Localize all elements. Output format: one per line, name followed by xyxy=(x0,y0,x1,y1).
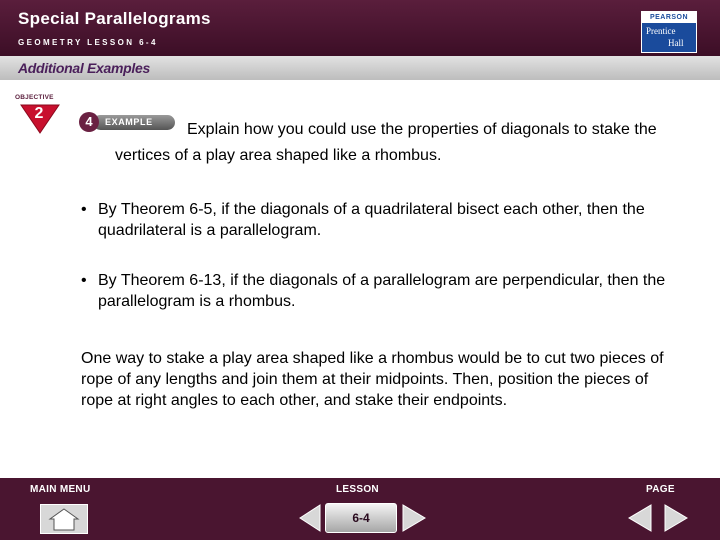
example-number: 4 xyxy=(85,114,93,129)
bullet-marker: • xyxy=(81,201,87,218)
page-label: PAGE xyxy=(646,484,675,495)
answer-paragraph: One way to stake a play area shaped like a rhombus would be to cut two pieces of rope of any lengths and join them at their midpoints. Then, position the pieces of rope at right angles to each other, and stake their endpoints. xyxy=(81,350,664,409)
bullet-marker: • xyxy=(81,272,87,289)
bullet-item xyxy=(81,199,681,244)
lesson-prev-button[interactable] xyxy=(298,503,322,533)
bullet-item xyxy=(81,270,681,315)
example-label: EXAMPLE xyxy=(105,117,153,127)
main-menu-button[interactable] xyxy=(40,504,88,534)
objective-number: 2 xyxy=(34,105,44,122)
lesson-subtitle: GEOMETRY LESSON 6-4 xyxy=(18,38,158,47)
home-icon xyxy=(41,505,87,533)
lesson-label: LESSON xyxy=(336,484,379,495)
lesson-button[interactable]: 6-4 xyxy=(325,503,397,533)
triangle-right-icon xyxy=(663,503,689,533)
objective-label: OBJECTIVE xyxy=(15,94,54,101)
example-prompt: Explain how you could use the properties of diagonals to stake the vertices of a play area shaped like a rhombus. xyxy=(115,121,657,164)
header-bar xyxy=(0,0,720,56)
main-menu-label: MAIN MENU xyxy=(30,484,91,495)
publisher-line2: Hall xyxy=(668,38,684,48)
publisher-logo xyxy=(641,11,697,53)
page-next-button[interactable] xyxy=(663,503,689,533)
triangle-left-icon xyxy=(298,503,322,533)
publisher-line1: Prentice xyxy=(646,26,676,36)
section-band xyxy=(0,56,720,80)
bullet-text: By Theorem 6-5, if the diagonals of a quadrilateral bisect each other, then the quadrilateral is a parallelogram. xyxy=(98,201,645,239)
bullet-text: By Theorem 6-13, if the diagonals of a parallelogram are perpendicular, then the parallelogram is a rhombus. xyxy=(98,272,666,310)
triangle-right-icon xyxy=(401,503,427,533)
lesson-next-button[interactable] xyxy=(401,503,427,533)
slide-title: Special Parallelograms xyxy=(18,9,211,28)
objective-badge xyxy=(15,94,65,134)
section-label: Additional Examples xyxy=(18,60,150,76)
page-prev-button[interactable] xyxy=(627,503,653,533)
publisher-brand: PEARSON xyxy=(642,12,696,23)
triangle-left-icon xyxy=(627,503,653,533)
